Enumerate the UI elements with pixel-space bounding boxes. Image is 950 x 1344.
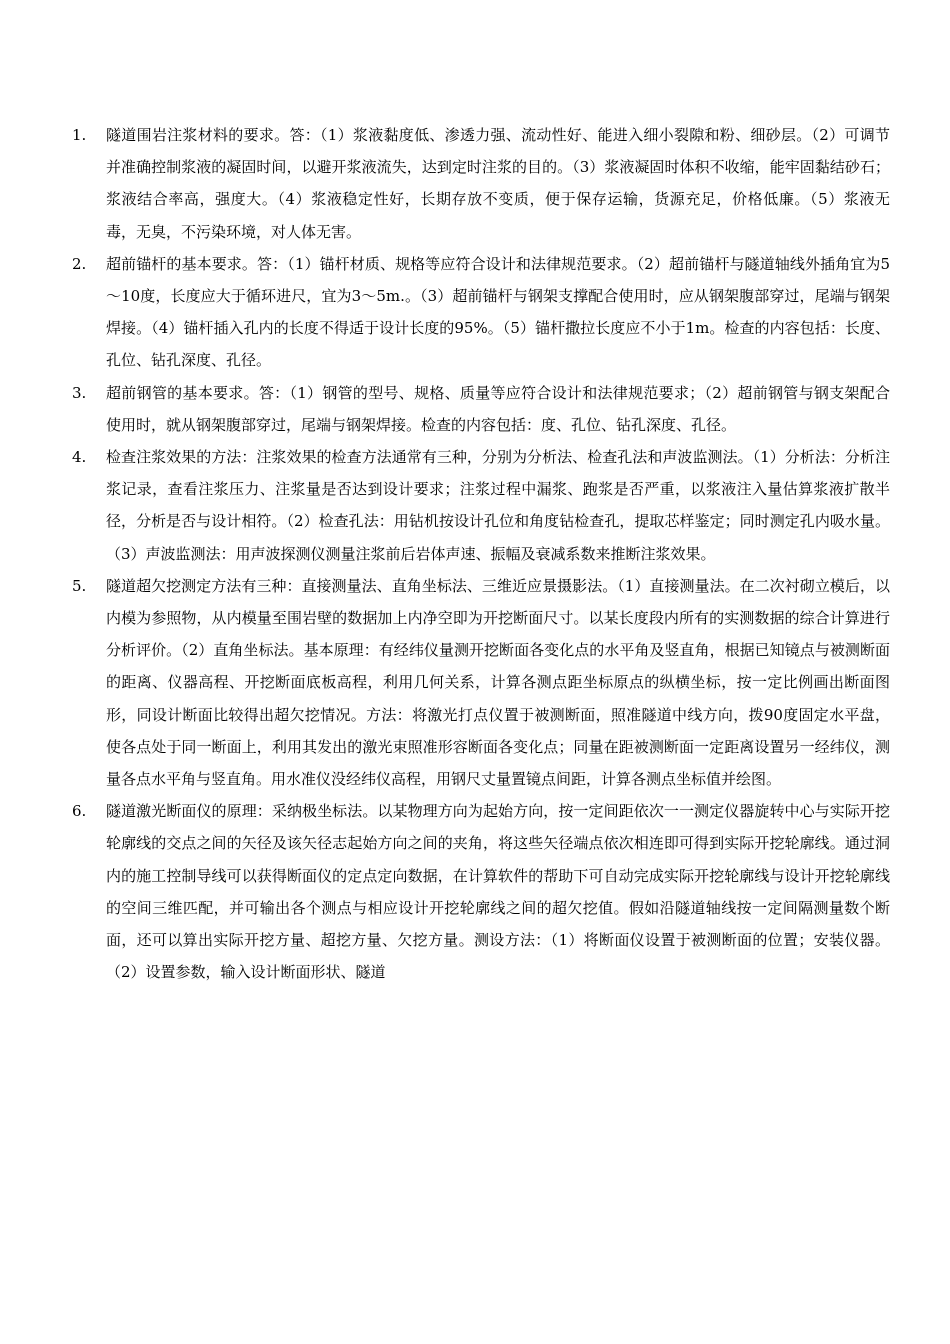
item-number: 6. (72, 802, 87, 821)
list-item (0, 795, 950, 988)
list-item (0, 248, 950, 377)
item-text: 超前锚杆的基本要求。答：（1）锚杆材质、规格等应符合设计和法律规范要求。（2）超前锚杆与隧道轴线外插角宜为5～10度，长度应大于循环进尺，宜为3～5m.。（3）超前锚杆与钢架支撑配合使用时，应从钢架腹部穿过，尾端与钢架焊接。（4）锚杆插入孔内的长度不得适于设计长度的95%。（5）锚杆撒拉长度应不小于1m。检查的内容包括：长度、孔位、钻孔深度、孔径。 (106, 254, 890, 370)
item-text: 隧道围岩注浆材料的要求。答：（1）浆液黏度低、渗透力强、流动性好、能进入细小裂隙和粉、细砂层。（2）可调节并准确控制浆液的凝固时间，以避开浆液流失，达到定时注浆的目的。（3）浆液凝固时体积不收缩，能牢固黏结砂石；浆液结合率高，强度大。（4）浆液稳定性好，长期存放不变质，便于保存运输，货源充足，价格低廉。（5）浆液无毒，无臭，不污染环境，对人体无害。 (106, 126, 890, 241)
list-item (0, 441, 950, 570)
list-item (0, 570, 950, 795)
item-text: 检查注浆效果的方法：注浆效果的检查方法通常有三种，分别为分析法、检查孔法和声波监测法。（1）分析法：分析注浆记录，查看注浆压力、注浆量是否达到设计要求；注浆过程中漏浆、跑浆是否严重，以浆液注入量估算浆液扩散半径，分析是否与设计相符。（2）检查孔法：用钻机按设计孔位和角度钻检查孔，提取芯样鉴定；同时测定孔内吸水量。（3）声波监测法：用声波探测仪测量注浆前后岩体声速、振幅及衰减系数来推断注浆效果。 (106, 448, 890, 563)
item-number: 1. (72, 126, 87, 144)
item-number: 4. (72, 448, 87, 467)
item-number: 3. (72, 383, 87, 402)
numbered-list (0, 119, 950, 988)
item-number: 2. (72, 254, 87, 273)
list-item (0, 377, 950, 441)
item-number: 5. (72, 576, 87, 595)
item-text: 超前钢管的基本要求。答：（1）钢管的型号、规格、质量等应符合设计和法律规范要求；（2）超前钢管与钢支架配合使用时，就从钢架腹部穿过，尾端与钢架焊接。检查的内容包括：度、孔位、钻孔深度、孔径。 (106, 383, 890, 434)
list-item (0, 119, 950, 248)
item-text: 隧道超欠挖测定方法有三种：直接测量法、直角坐标法、三维近应景摄影法。（1）直接测量法。在二次衬砌立模后，以内模为参照物，从内模量至围岩壁的数据加上内净空即为开挖断面尺寸。以某长度段内所有的实测数据的综合计算进行分析评价。（2）直角坐标法。基本原理：有经纬仪量测开挖断面各变化点的水平角及竖直角，根据已知镜点与被测断面的距离、仪器高程、开挖断面底板高程，利用几何关系，计算各测点距坐标原点的纵横坐标，按一定比例画出断面图形，同设计断面比较得出超欠挖情况。方法：将激光打点仪置于被测断面，照准隧道中线方向，拨90度固定水平盘，使各点处于同一断面上，利用其发出的激光束照准形容断面各变化点；同量在距被测断面一定距离设置另一经纬仪，测量各点水平角与竖直角。用水准仪没经纬仪高程，用钢尺丈量置镜点间距，计算各测点坐标值并绘图。 (106, 576, 890, 789)
item-text: 隧道激光断面仪的原理：采纳极坐标法。以某物理方向为起始方向，按一定间距依次一一测定仪器旋转中心与实际开挖轮廓线的交点之间的矢径及该矢径志起始方向之间的夹角，将这些矢径端点依次相连即可得到实际开挖轮廓线。通过洞内的施工控制导线可以获得断面仪的定点定向数据，在计算软件的帮助下可自动完成实际开挖轮廓线与设计开挖轮廓线的空间三维匹配，并可输出各个测点与相应设计开挖轮廓线之间的超欠挖值。假如沿隧道轴线按一定间隔测量数个断面，还可以算出实际开挖方量、超挖方量、欠挖方量。测设方法：（1）将断面仪设置于被测断面的位置；安装仪器。（2）设置参数，输入设计断面形状、隧道 (106, 802, 890, 982)
